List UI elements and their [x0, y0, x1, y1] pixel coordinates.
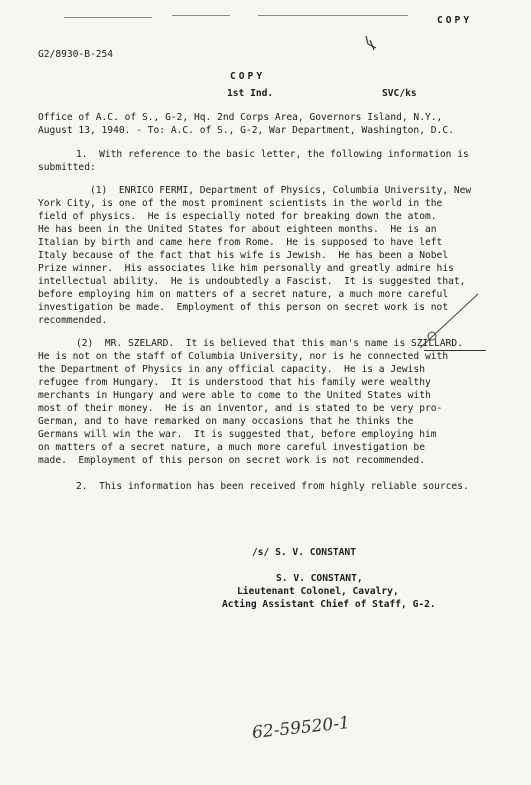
- szilard-line-9: on matters of a secret nature, a much more careful investigation be: [38, 442, 425, 453]
- fermi-line-5: Italian by birth and came here from Rome. He is supposed to have left: [38, 237, 443, 248]
- szilard-line-8: Germans will win the war. It is suggested that, before employing him: [38, 429, 437, 440]
- paragraph-1-line-1: 1. With reference to the basic letter, the following information is: [76, 149, 469, 160]
- fermi-line-4: He has been in the United States for about eighteen months. He is an: [38, 224, 437, 235]
- szilard-line-4: refugee from Hungary. It is understood that his family were wealthy: [38, 377, 431, 388]
- routing-code: SVC/ks: [382, 88, 417, 99]
- handwritten-scribble: [362, 34, 382, 52]
- szilard-line-3: the Department of Physics in any official capacity. He is a Jewish: [38, 364, 425, 375]
- fermi-line-10: investigation be made. Employment of this person on secret work is not: [38, 302, 449, 313]
- top-rule-left: [64, 17, 152, 18]
- document-title: COPY: [230, 71, 266, 82]
- copy-stamp: COPY: [437, 15, 473, 26]
- paragraph-1-line-2: submitted:: [38, 162, 96, 173]
- signature-signed: /s/ S. V. CONSTANT: [252, 547, 356, 558]
- signature-rank: Lieutenant Colonel, Cavalry,: [237, 586, 399, 597]
- szilard-line-5: merchants in Hungary and were able to come to the United States with: [38, 390, 431, 401]
- top-rule-mid: [172, 15, 230, 16]
- fermi-line-6: Italy because of the fact that his wife is Jewish. He has been a Nobel: [38, 250, 449, 261]
- address-line-1: Office of A.C. of S., G-2, Hq. 2nd Corps Area, Governors Island, N.Y.,: [38, 112, 443, 123]
- fermi-line-3: field of physics. He is especially noted for breaking down the atom.: [38, 211, 437, 222]
- fermi-line-9: before employing him on matters of a secret nature, a much more careful: [38, 289, 449, 300]
- szilard-line-7: German, and to have remarked on many occasions that he thinks the: [38, 416, 414, 427]
- handwritten-file-number: 62-59520-1: [251, 712, 351, 744]
- fermi-line-2: York City, is one of the most prominent scientists in the world in the: [38, 198, 443, 209]
- szilard-line-1: (2) MR. SZELARD. It is believed that this man's name is SZILLARD.: [76, 338, 463, 349]
- fermi-line-7: Prize winner. His associates like him personally and greatly admire his: [38, 263, 454, 274]
- paragraph-2: 2. This information has been received from highly reliable sources.: [76, 481, 469, 492]
- file-reference: G2/8930-B-254: [38, 49, 114, 60]
- szilard-line-6: most of their money. He is an inventor, and is stated to be very pro-: [38, 403, 443, 414]
- address-line-2: August 13, 1940. - To: A.C. of S., G-2, War Department, Washington, D.C.: [38, 125, 454, 136]
- fermi-line-1: (1) ENRICO FERMI, Department of Physics, Columbia University, New: [90, 185, 472, 196]
- signature-title: Acting Assistant Chief of Staff, G-2.: [222, 599, 436, 610]
- fermi-line-8: intellectual ability. He is undoubtedly a Fascist. It is suggested that,: [38, 276, 466, 287]
- szilard-line-2: He is not on the staff of Columbia University, nor is he connected with: [38, 351, 449, 362]
- top-rule-right: [258, 15, 408, 16]
- fermi-line-11: recommended.: [38, 315, 108, 326]
- indorsement-label: 1st Ind.: [227, 88, 274, 99]
- szilard-line-10: made. Employment of this person on secret work is not recommended.: [38, 455, 425, 466]
- signature-name: S. V. CONSTANT,: [276, 573, 363, 584]
